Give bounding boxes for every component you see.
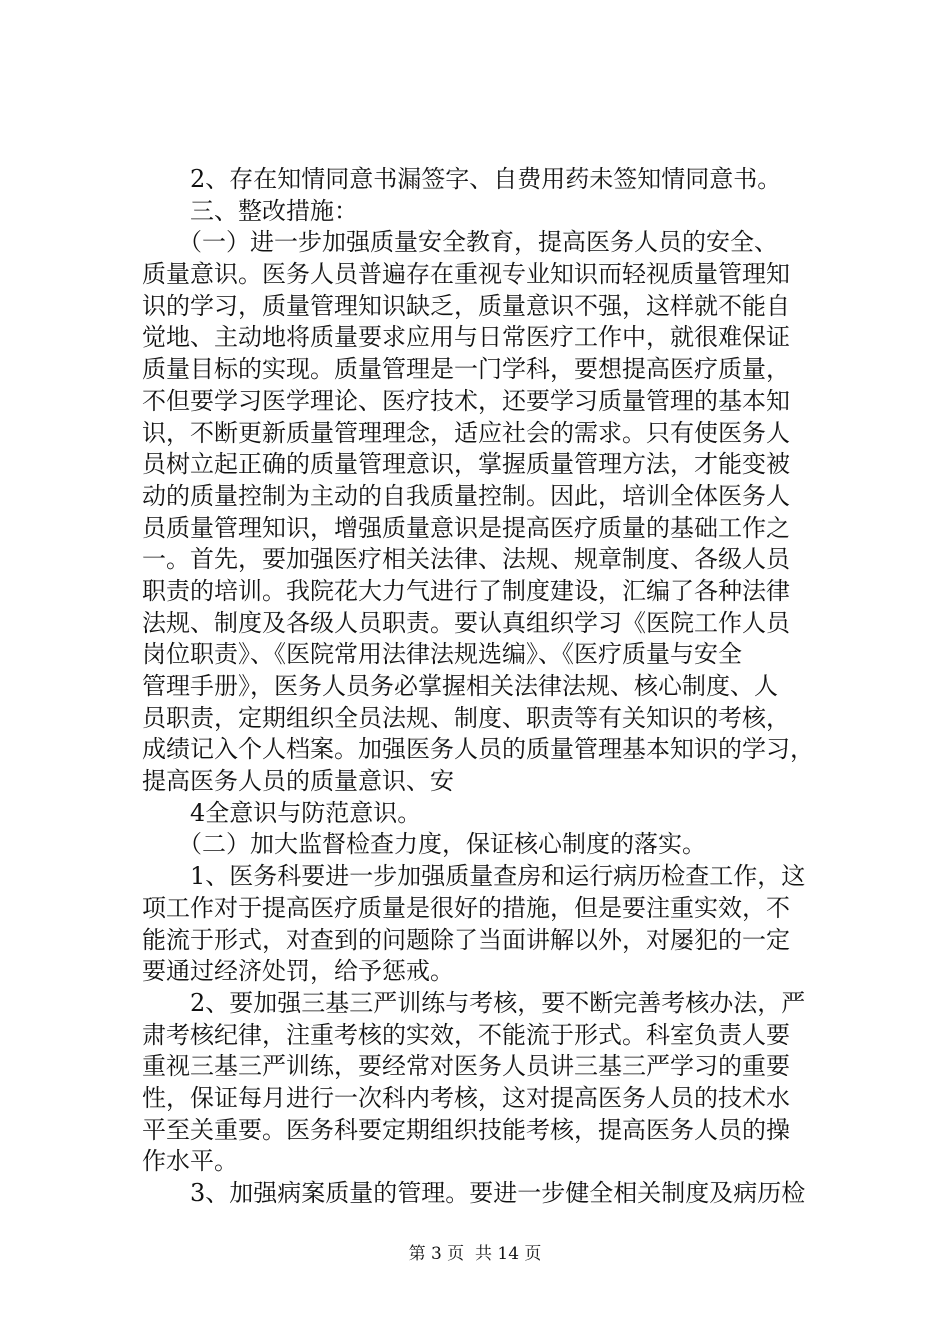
body-line: 质量目标的实现。质量管理是一门学科，要想提高医疗质量， (142, 355, 790, 383)
body-line: 1、医务科要进一步加强质量查房和运行病历检查工作，这 (142, 862, 806, 890)
body-line: 平至关重要。医务科要定期组织技能考核，提高医务人员的操 (142, 1116, 790, 1144)
body-line: 识的学习，质量管理知识缺乏，质量意识不强，这样就不能自 (142, 292, 790, 320)
body-line: 3、加强病案质量的管理。要进一步健全相关制度及病历检 (142, 1179, 806, 1207)
body-line: 识，不断更新质量管理理念，适应社会的需求。只有使医务人 (142, 419, 790, 447)
body-line: 2、存在知情同意书漏签字、自费用药未签知情同意书。 (142, 165, 782, 193)
body-line: 提高医务人员的质量意识、安 (142, 767, 454, 795)
body-line: 作水平。 (142, 1147, 238, 1175)
body-line: 一。首先，要加强医疗相关法律、法规、规章制度、各级人员 (142, 545, 790, 573)
body-line: 动的质量控制为主动的自我质量控制。因此，培训全体医务人 (142, 482, 790, 510)
body-line: 觉地、主动地将质量要求应用与日常医疗工作中，就很难保证 (142, 323, 790, 351)
body-line: 管理手册》，医务人员务必掌握相关法律法规、核心制度、人 (142, 672, 778, 700)
body-line: 2、要加强三基三严训练与考核，要不断完善考核办法，严 (142, 989, 806, 1017)
body-line: 员职责，定期组织全员法规、制度、职责等有关知识的考核， (142, 704, 790, 732)
body-line: （一）进一步加强质量安全教育，提高医务人员的安全、 (142, 228, 778, 256)
page-number-footer: 第 3 页 共 14 页 (408, 1244, 542, 1264)
body-line: 4全意识与防范意识。 (142, 799, 422, 827)
section-heading: 三、整改措施： (142, 197, 358, 225)
body-line: （二）加大监督检查力度，保证核心制度的落实。 (142, 830, 706, 858)
body-line: 重视三基三严训练，要经常对医务人员讲三基三严学习的重要 (142, 1052, 790, 1080)
body-line: 质量意识。医务人员普遍存在重视专业知识而轻视质量管理知 (142, 260, 790, 288)
body-line: 成绩记入个人档案。加强医务人员的质量管理基本知识的学习， (142, 735, 814, 763)
body-line: 岗位职责》、《医院常用法律法规选编》、《医疗质量与安全 (142, 640, 742, 668)
body-line: 要通过经济处罚，给予惩戒。 (142, 957, 454, 985)
body-line: 肃考核纪律，注重考核的实效，不能流于形式。科室负责人要 (142, 1021, 790, 1049)
body-line: 法规、制度及各级人员职责。要认真组织学习《医院工作人员 (142, 609, 790, 637)
body-line: 职责的培训。我院花大力气进行了制度建设，汇编了各种法律 (142, 577, 790, 605)
body-line: 员树立起正确的质量管理意识，掌握质量管理方法，才能变被 (142, 450, 790, 478)
body-line: 性，保证每月进行一次科内考核，这对提高医务人员的技术水 (142, 1084, 790, 1112)
body-line: 不但要学习医学理论、医疗技术，还要学习质量管理的基本知 (142, 387, 790, 415)
body-line: 员质量管理知识，增强质量意识是提高医疗质量的基础工作之 (142, 514, 790, 542)
body-line: 能流于形式，对查到的问题除了当面讲解以外，对屡犯的一定 (142, 926, 790, 954)
body-line: 项工作对于提高医疗质量是很好的措施，但是要注重实效，不 (142, 894, 790, 922)
